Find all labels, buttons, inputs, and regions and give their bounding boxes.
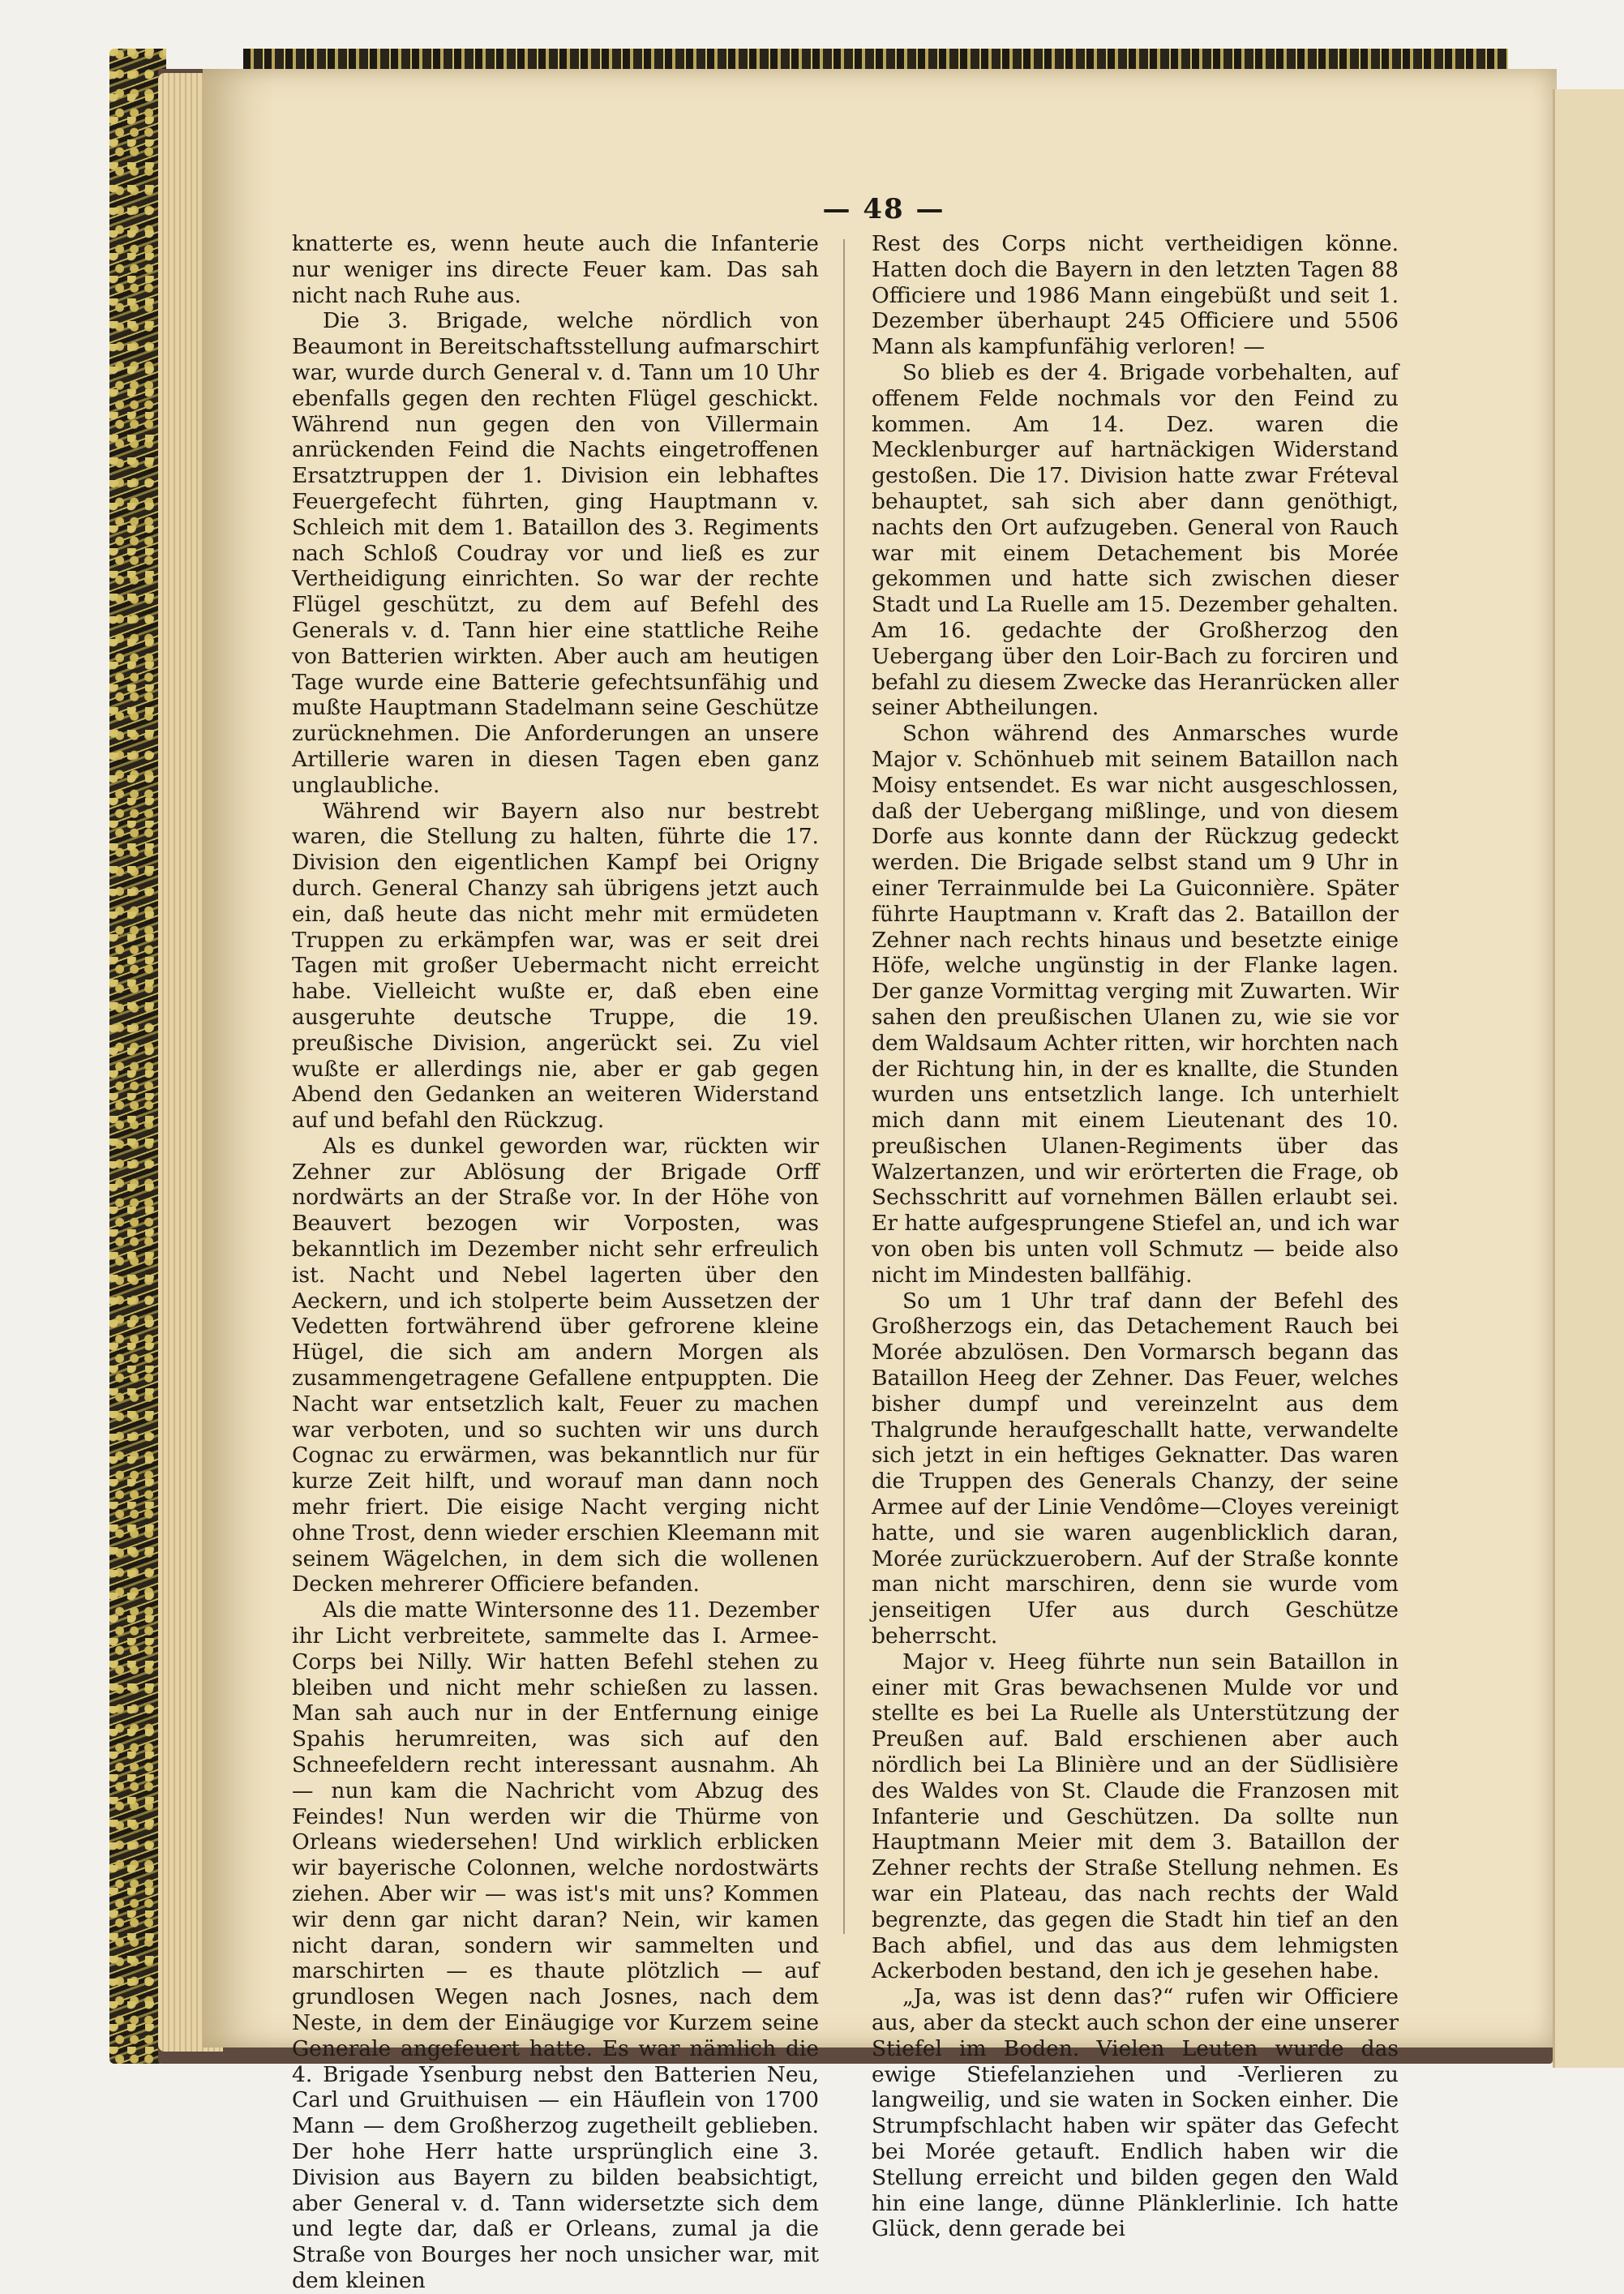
paragraph: knatterte es, wenn heute auch die Infanterie nur weniger ins directe Feuer kam. Das sah nicht nach Ruhe aus. [292, 231, 819, 308]
page-number: — 48 — [822, 193, 945, 225]
paragraph: „Ja, was ist denn das?“ rufen wir Officiere aus, aber da steckt auch schon der eine unserer Stiefel im Boden. Vielen Leuten wurde das ewige Stiefelanziehen und -Verlieren zu langweilig, und sie waten in Socken einher. Die Strumpfschlacht haben wir später das Gefecht bei Morée getauft. Endlich haben wir die Stellung erreicht und bilden gegen den Wald hin eine lange, dünne Plänklerlinie. Ich hatte Glück, denn gerade bei [872, 1984, 1399, 2242]
gutter-shadow [203, 69, 276, 2047]
text-column-left [292, 231, 819, 2293]
paragraph: Als die matte Wintersonne des 11. Dezember ihr Licht verbreitete, sammelte das I. Armee-Corps bei Nilly. Wir hatten Befehl stehen zu bleiben und nicht mehr schießen zu lassen. Man sah auch nur in der Entfernung einige Spahis herumreiten, was sich auf den Schneefeldern recht interessant ausnahm. Ah — nun kam die Nachricht vom Abzug des Feindes! Nun werden wir die Thürme von Orleans wiedersehen! Und wirklich erblicken wir bayerische Colonnen, welche nordostwärts ziehen. Aber wir — was ist's mit uns? Kommen wir denn gar nicht daran? Nein, wir kamen nicht daran, sondern wir sammelten und marschirten — es thaute plötzlich — auf grundlosen Wegen nach Josnes, nach dem Neste, in dem der Einäugige vor Kurzem seine Generale angefeuert hatte. Es war nämlich die 4. Brigade Ysenburg nebst den Batterien Neu, Carl und Gruithuisen — ein Häuflein von 1700 Mann — dem Großherzog zugetheilt geblieben. Der hohe Herr hatte ursprünglich eine 3. Division aus Bayern zu bilden beabsichtigt, aber General v. d. Tann widersetzte sich dem und legte dar, daß er Orleans, zumal ja die Straße von Bourges her noch unsicher war, mit dem kleinen [292, 1597, 819, 2293]
paragraph: Während wir Bayern also nur bestrebt waren, die Stellung zu halten, führte die 17. Division den eigentlichen Kampf bei Origny durch. General Chanzy sah übrigens jetzt auch ein, daß heute das nicht mehr mit ermüdeten Truppen zu erkämpfen war, was er seit drei Tagen mit großer Uebermacht nicht erreicht habe. Vielleicht wußte er, daß eben eine ausgeruhte deutsche Truppe, die 19. preußische Division, angerückt sei. Zu viel wußte er allerdings nie, aber er gab gegen Abend den Gedanken an weiteren Widerstand auf und befahl den Rückzug. [292, 798, 819, 1134]
text-column-right [872, 231, 1399, 2242]
column-divider [843, 239, 845, 1934]
paragraph: Rest des Corps nicht vertheidigen könne. Hatten doch die Bayern in den letzten Tagen 88 Officiere und 1986 Mann eingebüßt und seit 1. Dezember überhaupt 245 Officiere und 5506 Mann als kampfunfähig verloren! — [872, 231, 1399, 360]
paragraph: So blieb es der 4. Brigade vorbehalten, auf offenem Felde nochmals vor den Feind zu kommen. Am 14. Dez. waren die Mecklenburger auf hartnäckigen Widerstand gestoßen. Die 17. Division hatte zwar Fréteval behauptet, sah sich aber dann genöthigt, nachts den Ort aufzugeben. General von Rauch war mit einem Detachement bis Morée gekommen und hatte sich zwischen dieser Stadt und La Ruelle am 15. Dezember gehalten. Am 16. gedachte der Großherzog den Uebergang über den Loir-Bach zu forciren und befahl zu diesem Zwecke das Heranrücken aller seiner Abtheilungen. [872, 359, 1399, 721]
paragraph: Major v. Heeg führte nun sein Bataillon in einer mit Gras bewachsenen Mulde vor und stellte es bei La Ruelle als Unterstützung der Preußen auf. Bald erschienen aber auch nördlich bei La Blinière und an der Südlisière des Waldes von St. Claude die Franzosen mit Infanterie und Geschützen. Da sollte nun Hauptmann Meier mit dem 3. Bataillon der Zehner rechts der Straße Stellung nehmen. Es war ein Plateau, das nach rechts der Wald begrenzte, das gegen die Stadt hin tief an den Bach abfiel, und das aus dem lehmigsten Ackerboden bestand, den ich je gesehen habe. [872, 1649, 1399, 1984]
paragraph: Als es dunkel geworden war, rückten wir Zehner zur Ablösung der Brigade Orff nordwärts an der Straße vor. In der Höhe von Beauvert bezogen wir Vorposten, was bekanntlich im Dezember nicht sehr erfreulich ist. Nacht und Nebel lagerten über den Aeckern, und ich stolperte beim Aussetzen der Vedetten fortwährend über gefrorene kleine Hügel, die sich am andern Morgen als zusammengetragene Gefallene entpuppten. Die Nacht war entsetzlich kalt, Feuer zu machen war verboten, und so suchten wir uns durch Cognac zu erwärmen, was bekanntlich nur für kurze Zeit hilft, und worauf man dann noch mehr friert. Die eisige Nacht verging nicht ohne Trost, denn wieder erschien Kleemann mit seinem Wägelchen, in dem sich die wollenen Decken mehrerer Officiere befanden. [292, 1133, 819, 1597]
paragraph: So um 1 Uhr traf dann der Befehl des Großherzogs ein, das Detachement Rauch bei Morée abzulösen. Den Vormarsch begann das Bataillon Heeg der Zehner. Das Feuer, welches bisher dumpf und vereinzelnt aus dem Thalgrunde heraufgeschallt hatte, verwandelte sich jetzt in ein heftiges Geknatter. Das waren die Truppen des Generals Chanzy, der seine Armee auf der Linie Vendôme—Cloyes vereinigt hatte, und sie waren augenblicklich daran, Morée zurückzuerobern. Auf der Straße konnte man nicht marschiren, denn sie wurde vom jenseitigen Ufer aus durch Geschütze beherrscht. [872, 1288, 1399, 1649]
facing-page-edge [1553, 89, 1624, 2068]
paragraph: Schon während des Anmarsches wurde Major v. Schönhueb mit seinem Bataillon nach Moisy entsendet. Es war nicht ausgeschlossen, daß der Uebergang mißlinge, und von diesem Dorfe aus konnte dann der Rückzug gedeckt werden. Die Brigade selbst stand um 9 Uhr in einer Terrainmulde bei La Guiconnière. Später führte Hauptmann v. Kraft das 2. Bataillon der Zehner nach rechts hinaus und besetzte einige Höfe, welche ungünstig in der Flanke lagen. Der ganze Vormittag verging mit Zuwarten. Wir sahen den preußischen Ulanen zu, wie sie vor dem Waldsaum Achter ritten, wir horchten nach der Richtung hin, in der es knallte, die Stunden wurden uns entsetzlich lange. Ich unterhielt mich dann mit einem Lieutenant des 10. preußischen Ulanen-Regiments über das Walzertanzen, und wir erörterten die Frage, ob Sechsschritt auf vornehmen Bällen erlaubt sei. Er hatte aufgesprungene Stiefel an, und ich war von oben bis unten voll Schmutz — beide also nicht im Mindesten ballfähig. [872, 721, 1399, 1288]
paragraph: Die 3. Brigade, welche nördlich von Beaumont in Bereitschaftsstellung aufmarschirt war, wurde durch General v. d. Tann um 10 Uhr ebenfalls gegen den rechten Flügel geschickt. Während nun gegen den von Villermain anrückenden Feind die Nachts eingetroffenen Ersatztruppen der 1. Division ein lebhaftes Feuergefecht führten, ging Hauptmann v. Schleich mit dem 1. Bataillon des 3. Regiments nach Schloß Coudray vor und ließ es zur Vertheidigung einrichten. So war der rechte Flügel geschützt, zu dem auf Befehl des Generals v. d. Tann hier eine stattliche Reihe von Batterien wirkten. Aber auch am heutigen Tage wurde eine Batterie gefechtsunfähig und mußte Hauptmann Stadelmann seine Geschütze zurücknehmen. Die Anforderungen an unsere Artillerie waren in diesen Tagen eben ganz unglaubliche. [292, 308, 819, 798]
